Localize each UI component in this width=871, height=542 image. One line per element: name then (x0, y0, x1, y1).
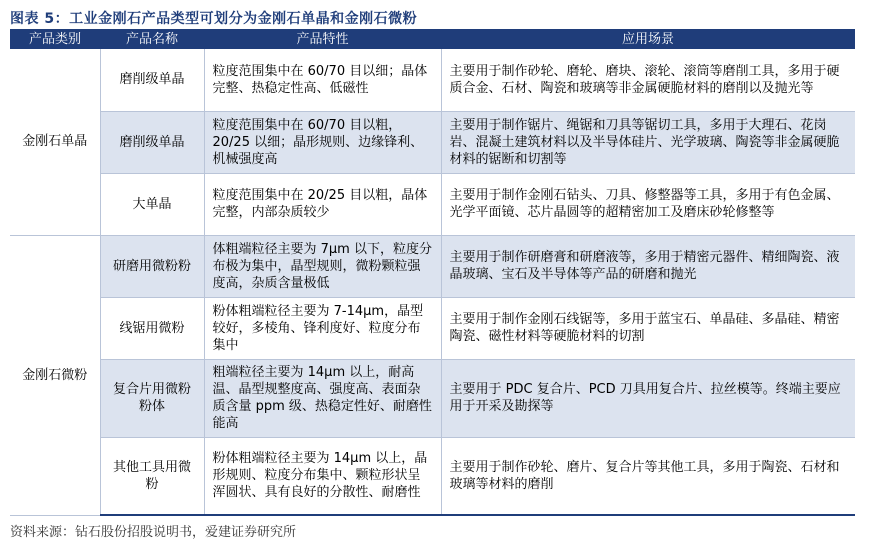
property-cell: 粒度范围集中在 60/70 目以细；晶体完整、热稳定性高、低磁性 (204, 49, 441, 111)
property-cell: 体粗端粒径主要为 7μm 以下，粒度分布极为集中，晶型规则，微粉颗粒强度高，杂质含量极低 (204, 235, 441, 297)
table-row (10, 297, 855, 359)
property-cell: 粗端粒径主要为 14μm 以上，耐高温、晶型规整度高、强度高、表面杂质含量 ppm 级、热稳定性好、耐磨性能高 (204, 359, 441, 437)
table-row (10, 49, 855, 111)
product-name-cell: 其他工具用微粉 (100, 437, 204, 515)
product-name-cell: 复合片用微粉粉体 (100, 359, 204, 437)
application-cell: 主要用于制作砂轮、磨轮、磨块、滚轮、滚筒等磨削工具，多用于硬质合金、石材、陶瓷和玻璃等非金属硬脆材料的磨削以及抛光等 (441, 49, 855, 111)
header-application: 应用场景 (441, 31, 855, 49)
property-cell: 粉体粗端粒径主要为 14μm 以上，晶形规则、粒度分布集中、颗粒形状呈浑圆状、具有良好的分散性、耐磨性 (204, 437, 441, 515)
header-row (10, 31, 855, 49)
category-cell: 金刚石微粉 (10, 235, 100, 515)
product-name-cell: 大单晶 (100, 173, 204, 235)
source-note: 资料来源：钻石股份招股说明书，爱建证券研究所 (10, 525, 297, 540)
application-cell: 主要用于制作研磨膏和研磨液等，多用于精密元器件、精细陶瓷、液晶玻璃、宝石及半导体等产品的研磨和抛光 (441, 235, 855, 297)
table-row (10, 235, 855, 297)
product-name-cell: 研磨用微粉粉 (100, 235, 204, 297)
header-name: 产品名称 (100, 31, 204, 49)
table-row (10, 111, 855, 173)
product-name-cell: 磨削级单晶 (100, 49, 204, 111)
header-property: 产品特性 (204, 31, 441, 49)
property-cell: 粒度范围集中在 20/25 目以粗，晶体完整，内部杂质较少 (204, 173, 441, 235)
figure-title: 图表 5：工业金刚石产品类型可划分为金刚石单晶和金刚石微粉 (10, 11, 418, 27)
application-cell: 主要用于制作金刚石钻头、刀具、修整器等工具，多用于有色金属、光学平面镜、芯片晶圆等的超精密加工及磨床砂轮修整等 (441, 173, 855, 235)
table-row (10, 173, 855, 235)
header-category: 产品类别 (10, 31, 100, 49)
product-name-cell: 磨削级单晶 (100, 111, 204, 173)
product-name-cell: 线锯用微粉 (100, 297, 204, 359)
property-cell: 粉体粗端粒径主要为 7-14μm，晶型较好，多棱角、锋利度好、粒度分布集中 (204, 297, 441, 359)
application-cell: 主要用于制作金刚石线锯等，多用于蓝宝石、单晶硅、多晶硅、精密陶瓷、磁性材料等硬脆材料的切割 (441, 297, 855, 359)
table-row (10, 359, 855, 437)
table-row (10, 437, 855, 515)
product-table (10, 31, 855, 516)
category-cell: 金刚石单晶 (10, 49, 100, 235)
application-cell: 主要用于制作锯片、绳锯和刀具等锯切工具，多用于大理石、花岗岩、混凝土建筑材料以及半导体硅片、光学玻璃、陶瓷等非金属硬脆材料的锯断和切割等 (441, 111, 855, 173)
application-cell: 主要用于 PDC 复合片、PCD 刀具用复合片、拉丝模等。终端主要应用于开采及勘探等 (441, 359, 855, 437)
application-cell: 主要用于制作砂轮、磨片、复合片等其他工具，多用于陶瓷、石材和玻璃等材料的磨削 (441, 437, 855, 515)
property-cell: 粒度范围集中在 60/70 目以粗，20/25 以细；晶形规则、边缘锋利、机械强度高 (204, 111, 441, 173)
